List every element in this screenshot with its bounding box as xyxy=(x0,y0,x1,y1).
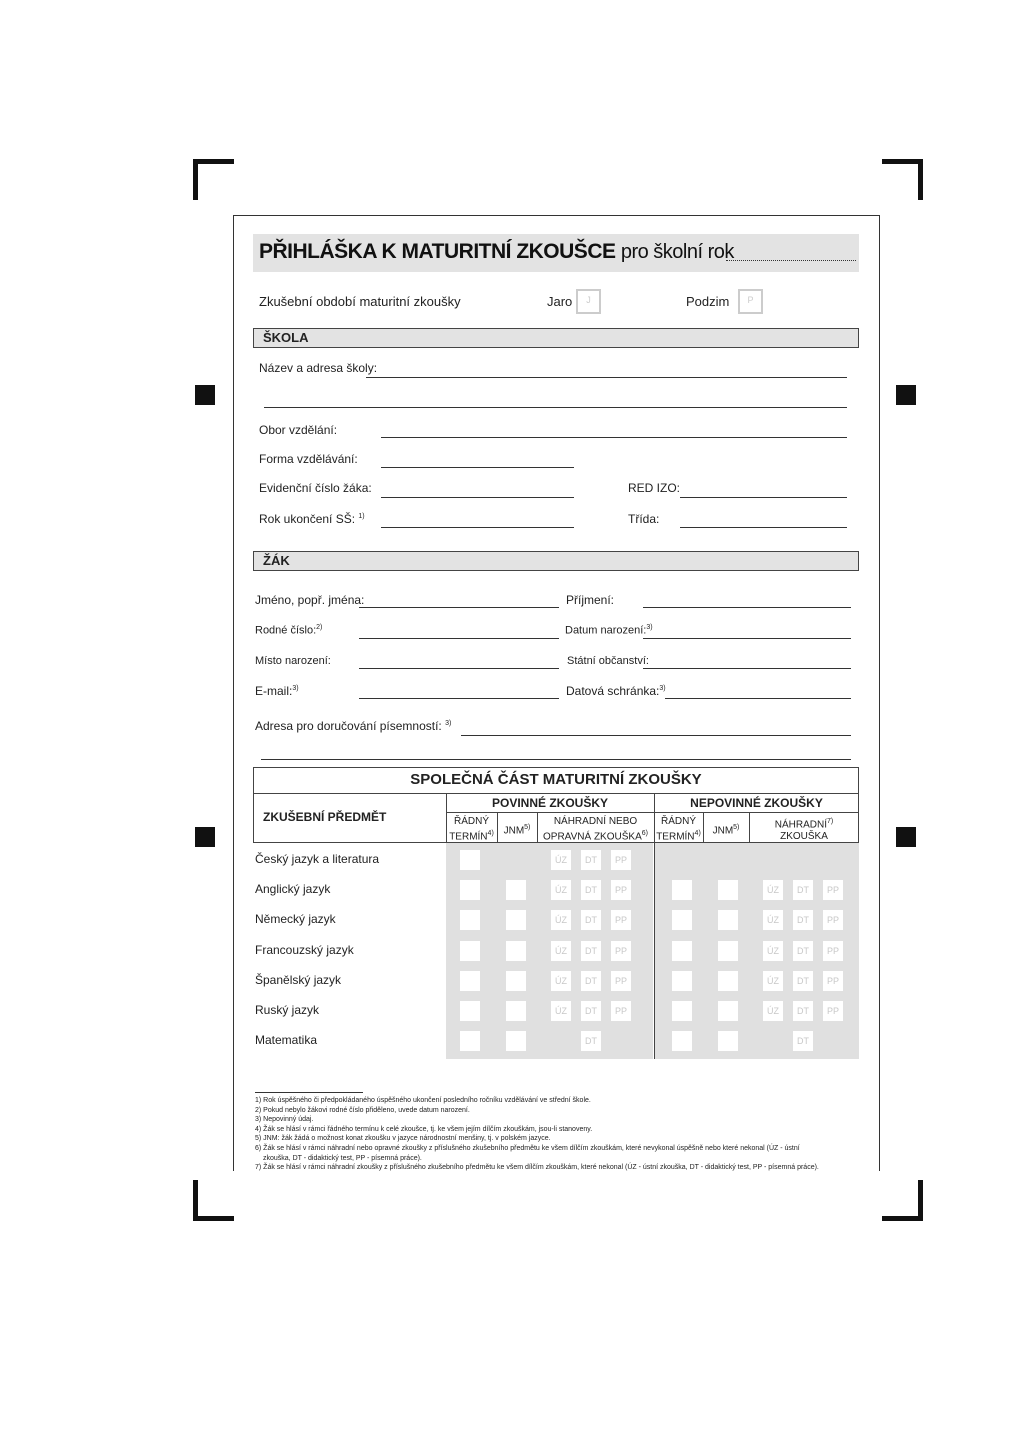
make-up-uz-checkbox[interactable]: ÚZ xyxy=(551,941,571,961)
make-up-dt-checkbox[interactable]: DT xyxy=(581,1001,601,1021)
col-opt-make-up: NÁHRADNÍ$^{7)}$ ZKOUŠKA xyxy=(774,818,834,843)
citizenship-input[interactable] xyxy=(643,668,851,669)
subject-label: Anglický jazyk xyxy=(255,882,331,896)
make-up-dt-checkbox[interactable]: DT xyxy=(581,1031,601,1051)
col-make-up: NÁHRADNÍ NEBO OPRAVNÁ ZKOUŠKA$^{6)}$ xyxy=(543,816,648,843)
footnote: 1) Rok úspěšného či předpokládaného úspěšného ukončení posledního ročníku vzdělávání ve střední škole. xyxy=(255,1097,591,1104)
opt-make-up-dt-checkbox[interactable]: DT xyxy=(793,1031,813,1051)
regular-term-checkbox[interactable] xyxy=(460,910,480,930)
opt-regular-term-checkbox[interactable] xyxy=(672,941,692,961)
subject-label: Matematika xyxy=(255,1033,318,1047)
opt-make-up-pp-checkbox[interactable]: PP xyxy=(823,1001,843,1021)
citizenship-label: Státní občanství: xyxy=(567,655,649,667)
opt-make-up-pp-checkbox[interactable]: PP xyxy=(823,880,843,900)
student-id-label: Evidenční číslo žáka: xyxy=(259,481,372,495)
subject-label: Francouzský jazyk xyxy=(255,943,354,957)
make-up-uz-checkbox[interactable]: ÚZ xyxy=(551,971,571,991)
red-izo-input[interactable] xyxy=(680,497,847,498)
surname-input[interactable] xyxy=(643,607,851,608)
birth-date-input[interactable] xyxy=(643,638,851,639)
crop-mark-bottom-left xyxy=(193,1180,234,1221)
footnote: 3) Nepovinný údaj. xyxy=(255,1116,314,1124)
opt-make-up-dt-checkbox[interactable]: DT xyxy=(793,971,813,991)
table-title: SPOLEČNÁ ČÁST MATURITNÍ ZKOUŠKY xyxy=(410,771,702,788)
subject-label: Německý jazyk xyxy=(255,912,336,926)
birth-date-label: Datum narození:$^{3)}$ xyxy=(565,624,653,637)
first-name-label: Jméno, popř. jména: xyxy=(255,593,365,607)
first-name-input[interactable] xyxy=(359,607,559,608)
email-input[interactable] xyxy=(359,698,559,699)
opt-make-up-uz-checkbox[interactable]: ÚZ xyxy=(763,971,783,991)
class-input[interactable] xyxy=(680,527,847,528)
col-opt-jnm: JNM$^{5)}$ xyxy=(712,824,740,837)
crop-mark-bottom-right xyxy=(882,1180,923,1221)
table-divider xyxy=(446,812,859,813)
birth-number-input[interactable] xyxy=(359,638,559,639)
opt-make-up-uz-checkbox[interactable]: ÚZ xyxy=(763,1001,783,1021)
make-up-dt-checkbox[interactable]: DT xyxy=(581,910,601,930)
exam-period-label: Zkušební období maturitní zkoušky xyxy=(259,294,461,309)
class-label: Třída: xyxy=(628,512,660,526)
footnote: zkouška, DT - didaktický test, PP - písemná práce). xyxy=(263,1154,422,1162)
databox-input[interactable] xyxy=(665,698,851,699)
make-up-uz-checkbox[interactable]: ÚZ xyxy=(551,850,571,870)
address-input[interactable] xyxy=(461,735,851,736)
school-section-heading: ŠKOLA xyxy=(253,328,859,348)
regular-term-checkbox[interactable] xyxy=(460,880,480,900)
make-up-pp-checkbox[interactable]: PP xyxy=(611,910,631,930)
school-address-input[interactable] xyxy=(264,407,847,408)
student-id-input[interactable] xyxy=(381,497,574,498)
opt-make-up-dt-checkbox[interactable]: DT xyxy=(793,910,813,930)
regular-term-checkbox[interactable] xyxy=(460,1031,480,1051)
regular-term-checkbox[interactable] xyxy=(460,971,480,991)
make-up-pp-checkbox[interactable]: PP xyxy=(611,1001,631,1021)
regular-term-checkbox[interactable] xyxy=(460,941,480,961)
footnote: 6) Žák se hlásí v rámci náhradní nebo opravné zkoušky z příslušného zkušebního předmětu ke všem dílčím zkouškám, které nevykonal úspěšně nebo které nekonal (ÚZ - ústní xyxy=(255,1145,800,1152)
opt-make-up-pp-checkbox[interactable]: PP xyxy=(823,941,843,961)
opt-make-up-dt-checkbox[interactable]: DT xyxy=(793,880,813,900)
opt-regular-term-checkbox[interactable] xyxy=(672,971,692,991)
opt-make-up-uz-checkbox[interactable]: ÚZ xyxy=(763,880,783,900)
email-label: E-mail:$^{3)}$ xyxy=(255,684,299,698)
opt-make-up-pp-checkbox[interactable]: PP xyxy=(823,971,843,991)
end-year-label: Rok ukončení SŠ: $^{1)}$ xyxy=(259,512,365,526)
registration-mark xyxy=(195,385,215,405)
school-name-label: Název a adresa školy: xyxy=(259,361,378,375)
opt-regular-term-checkbox[interactable] xyxy=(672,1031,692,1051)
opt-regular-term-checkbox[interactable] xyxy=(672,880,692,900)
jnm-checkbox[interactable] xyxy=(506,1001,526,1021)
opt-make-up-dt-checkbox[interactable]: DT xyxy=(793,1001,813,1021)
spring-checkbox[interactable]: J xyxy=(576,289,601,314)
jnm-checkbox[interactable] xyxy=(506,910,526,930)
optional-header: NEPOVINNÉ ZKOUŠKY xyxy=(690,796,823,810)
field-of-study-label: Obor vzdělání: xyxy=(259,423,338,437)
subject-label: Španělský jazyk xyxy=(255,973,342,987)
opt-jnm-checkbox[interactable] xyxy=(718,971,738,991)
registration-mark xyxy=(195,827,215,847)
jnm-checkbox[interactable] xyxy=(506,1031,526,1051)
opt-regular-term-checkbox[interactable] xyxy=(672,910,692,930)
footnote: 4) Žák se hlásí v rámci řádného termínu k celé zkoušce, tj. ke všem jejím dílčím zkouškám, jsou-li stanoveny. xyxy=(255,1125,593,1133)
school-name-input[interactable] xyxy=(366,377,847,378)
col-regular-term: ŘÁDNÝ TERMÍN$^{4)}$ xyxy=(449,816,494,843)
autumn-checkbox[interactable]: P xyxy=(738,289,763,314)
crop-mark-top-left xyxy=(193,159,234,200)
red-izo-label: RED IZO: xyxy=(628,481,681,495)
opt-jnm-checkbox[interactable] xyxy=(718,1031,738,1051)
registration-mark xyxy=(896,827,916,847)
form-title: PŘIHLÁŠKA K MATURITNÍ ZKOUŠCE pro školní rok xyxy=(259,240,734,263)
address-label: Adresa pro doručování písemností: $^{3)}$ xyxy=(255,719,452,733)
regular-term-checkbox[interactable] xyxy=(460,850,480,870)
subject-label: Český jazyk a literatura xyxy=(255,852,380,866)
birth-place-input[interactable] xyxy=(359,668,559,669)
regular-term-checkbox[interactable] xyxy=(460,1001,480,1021)
birth-place-label: Místo narození: xyxy=(255,655,331,667)
subject-column-header: ZKUŠEBNÍ PŘEDMĚT xyxy=(263,810,387,824)
make-up-uz-checkbox[interactable]: ÚZ xyxy=(551,1001,571,1021)
autumn-label: Podzim xyxy=(686,294,730,309)
opt-make-up-uz-checkbox[interactable]: ÚZ xyxy=(763,910,783,930)
form-of-study-input[interactable] xyxy=(381,467,574,468)
opt-jnm-checkbox[interactable] xyxy=(718,941,738,961)
birth-number-label: Rodné číslo:$^{2)}$ xyxy=(255,624,323,637)
make-up-dt-checkbox[interactable]: DT xyxy=(581,850,601,870)
opt-regular-term-checkbox[interactable] xyxy=(672,1001,692,1021)
opt-jnm-checkbox[interactable] xyxy=(718,910,738,930)
jnm-checkbox[interactable] xyxy=(506,971,526,991)
databox-label: Datová schránka:$^{3)}$ xyxy=(566,684,666,698)
table-divider xyxy=(253,793,859,794)
subject-label: Ruský jazyk xyxy=(255,1003,320,1017)
footnote: 7) Žák se hlásí v rámci náhradní zkoušky z příslušného zkušebního předmětu ke všem dílčím zkouškám, které nekonal (ÚZ - ústní zkouška, DT - didaktický test, PP - písemná práce). xyxy=(255,1164,819,1172)
opt-jnm-checkbox[interactable] xyxy=(718,880,738,900)
spring-label: Jaro xyxy=(547,294,573,309)
end-year-input[interactable] xyxy=(381,527,574,528)
make-up-dt-checkbox[interactable]: DT xyxy=(581,880,601,900)
student-section-heading: ŽÁK xyxy=(253,551,859,571)
form-of-study-label: Forma vzdělávání: xyxy=(259,452,358,466)
jnm-checkbox[interactable] xyxy=(506,880,526,900)
opt-jnm-checkbox[interactable] xyxy=(718,1001,738,1021)
opt-make-up-uz-checkbox[interactable]: ÚZ xyxy=(763,941,783,961)
mandatory-header: POVINNÉ ZKOUŠKY xyxy=(491,796,608,810)
footnote-divider xyxy=(255,1092,363,1093)
footnote: 5) JNM: žák žádá o možnost konat zkoušku v jazyce národnostní menšiny, tj. v polském jazyce. xyxy=(255,1135,551,1143)
make-up-dt-checkbox[interactable]: DT xyxy=(581,971,601,991)
make-up-uz-checkbox[interactable]: ÚZ xyxy=(551,910,571,930)
col-opt-regular-term: ŘÁDNÝ TERMÍN$^{4)}$ xyxy=(656,816,701,843)
footnote: 2) Pokud nebylo žákovi rodné číslo přiděleno, uvede datum narození. xyxy=(255,1106,470,1114)
surname-label: Příjmení: xyxy=(566,593,615,607)
make-up-pp-checkbox[interactable]: PP xyxy=(611,971,631,991)
jnm-checkbox[interactable] xyxy=(506,941,526,961)
col-jnm: JNM$^{5)}$ xyxy=(503,824,531,837)
school-year-field[interactable] xyxy=(726,260,856,261)
opt-make-up-dt-checkbox[interactable]: DT xyxy=(793,941,813,961)
crop-mark-top-right xyxy=(882,159,923,200)
make-up-uz-checkbox[interactable]: ÚZ xyxy=(551,880,571,900)
field-of-study-input[interactable] xyxy=(381,437,847,438)
make-up-dt-checkbox[interactable]: DT xyxy=(581,941,601,961)
make-up-pp-checkbox[interactable]: PP xyxy=(611,941,631,961)
registration-mark xyxy=(896,385,916,405)
address-input-line-2[interactable] xyxy=(261,759,851,760)
make-up-pp-checkbox[interactable]: PP xyxy=(611,880,631,900)
opt-make-up-pp-checkbox[interactable]: PP xyxy=(823,910,843,930)
make-up-pp-checkbox[interactable]: PP xyxy=(611,850,631,870)
